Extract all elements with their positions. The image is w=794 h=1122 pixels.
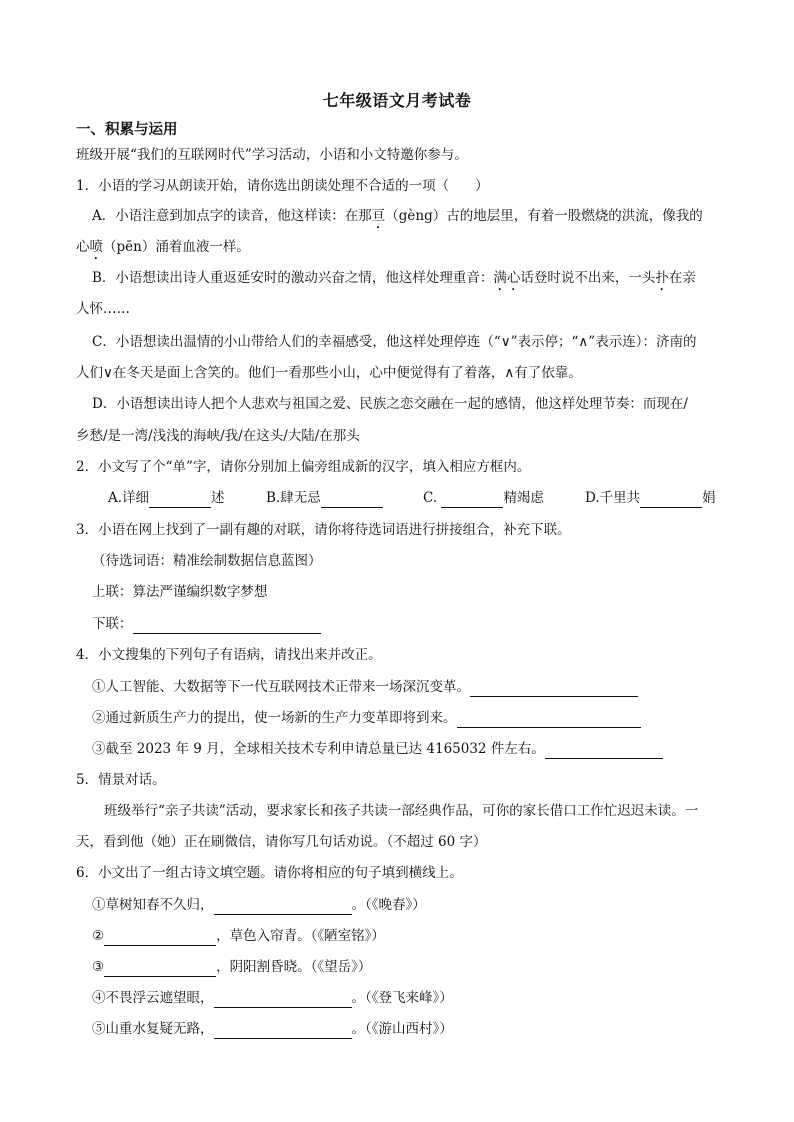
answer-blank[interactable] <box>214 1023 352 1039</box>
answer-blank[interactable] <box>214 899 352 915</box>
q2-option-b: B.肆无忌 <box>266 488 383 508</box>
answer-blank[interactable] <box>545 743 663 759</box>
q1-option-c: C．小语想读出温情的小山带给人们的幸福感受，他这样处理停连（“∨”表示停；“∧”表示连）：济南的 <box>92 334 697 350</box>
q4-stem: 4．小文搜集的下列句子有语病，请找出来并改正。 <box>76 647 382 663</box>
q6-item-5: ⑤山重水复疑无路， 。（《游山西村》） <box>92 1021 453 1037</box>
q3-word-bank: （待选词语：精准绘制数据信息蓝图） <box>92 553 322 569</box>
dotted-char: 扑 <box>655 270 669 286</box>
q3-upper-couplet: 上联：算法严谨编织数字梦想 <box>92 584 268 600</box>
q1-option-b-cont: 人怀…… <box>76 301 130 317</box>
answer-blank[interactable] <box>441 492 503 508</box>
dotted-char: 满心 <box>493 270 521 286</box>
q1-stem: 1．小语的学习从朗读开始，请你选出朗读处理不合适的一项（ ） <box>76 178 489 194</box>
q4-sentence-1: ①人工智能、大数据等下一代互联网技术正带来一场深沉变革。 <box>92 677 772 697</box>
answer-blank[interactable] <box>104 930 216 946</box>
q4-sentence-2: ②通过新质生产力的提出，使一场新的生产力变革即将到来。 <box>92 708 772 728</box>
answer-blank[interactable] <box>104 961 216 977</box>
q6-item-2: ② ，草色入帘青。（《陋室铭》） <box>92 928 385 944</box>
dotted-char: 亘 <box>371 208 386 224</box>
dotted-char: 喷 <box>89 239 103 255</box>
answer-blank[interactable] <box>470 681 638 697</box>
q1-option-d: D．小语想读出诗人把个人悲欢与祖国之爱、民族之恋交融在一起的感情，他这样处理节奏：而现在/ <box>92 396 688 412</box>
q1-option-c-cont: 人们∨在冬天是面上含笑的。他们一看那些小山，心中便觉得有了着落，∧有了依靠。 <box>76 365 582 381</box>
q1-option-b: B．小语想读出诗人重返延安时的激动兴奋之情，他这样处理重音：满心话登时说不出来，一头扑在亲 <box>92 270 696 286</box>
q2-stem: 2．小文写了个“单”字，请你分别加上偏旁组成新的汉字，填入相应方框内。 <box>76 459 531 475</box>
q6-item-4: ④不畏浮云遮望眼， 。（《登飞来峰》） <box>92 990 453 1006</box>
q2-option-a: A.详细 述 <box>108 490 225 506</box>
q3-stem: 3．小语在网上找到了一副有趣的对联，请你将待选词语进行拼接组合，补充下联。 <box>76 522 571 538</box>
section-intro: 班级开展“我们的互联网时代”学习活动，小语和小文特邀你参与。 <box>76 147 468 163</box>
answer-blank[interactable] <box>457 712 641 728</box>
q1-option-a-cont: 心喷（pēn）涌着血液一样。 <box>76 239 250 255</box>
q6-item-3: ③ ，阴阳割昏晓。（《望岳》） <box>92 959 372 975</box>
section-heading: 一、积累与运用 <box>76 121 178 138</box>
q2-option-d: D.千里共 娟 <box>585 490 716 506</box>
q6-item-1: ①草树知春不久归， 。（《晚春》） <box>92 897 426 913</box>
q5-prompt: 班级举行“亲子共读”活动，要求家长和孩子共读一部经典作品，可你的家长借口工作忙迟迟未读。一 <box>104 803 699 819</box>
q5-prompt-cont: 天，看到他（她）正在刷微信，请你写几句话劝说。（不超过 60 字） <box>76 834 487 850</box>
exam-title: 七年级语文月考试卷 <box>322 91 472 110</box>
q2-option-c: C. 精竭虑 <box>423 490 544 506</box>
q1-option-d-cont: 乡愁/是一湾/浅浅的海峡/我/在这头/大陆/在那头 <box>76 428 360 444</box>
answer-blank[interactable] <box>640 492 702 508</box>
answer-blank[interactable] <box>149 492 211 508</box>
q5-stem: 5．情景对话。 <box>76 772 166 788</box>
q2-options <box>108 488 748 508</box>
answer-blank[interactable] <box>133 618 321 634</box>
q3-lower-couplet: 下联： <box>92 614 772 634</box>
q1-option-a: A．小语注意到加点字的读音，他这样读：在那亘（gèng）古的地层里，有着一股燃烧的洪流，像我的 <box>92 208 703 224</box>
q6-stem: 6．小文出了一组古诗文填空题。请你将相应的句子填到横线上。 <box>76 865 463 881</box>
q4-sentence-3: ③截至 2023 年 9 月，全球相关技术专利申请总量已达 4165032 件左右。 <box>92 739 772 759</box>
answer-blank[interactable] <box>214 992 352 1008</box>
answer-blank[interactable] <box>321 492 383 508</box>
